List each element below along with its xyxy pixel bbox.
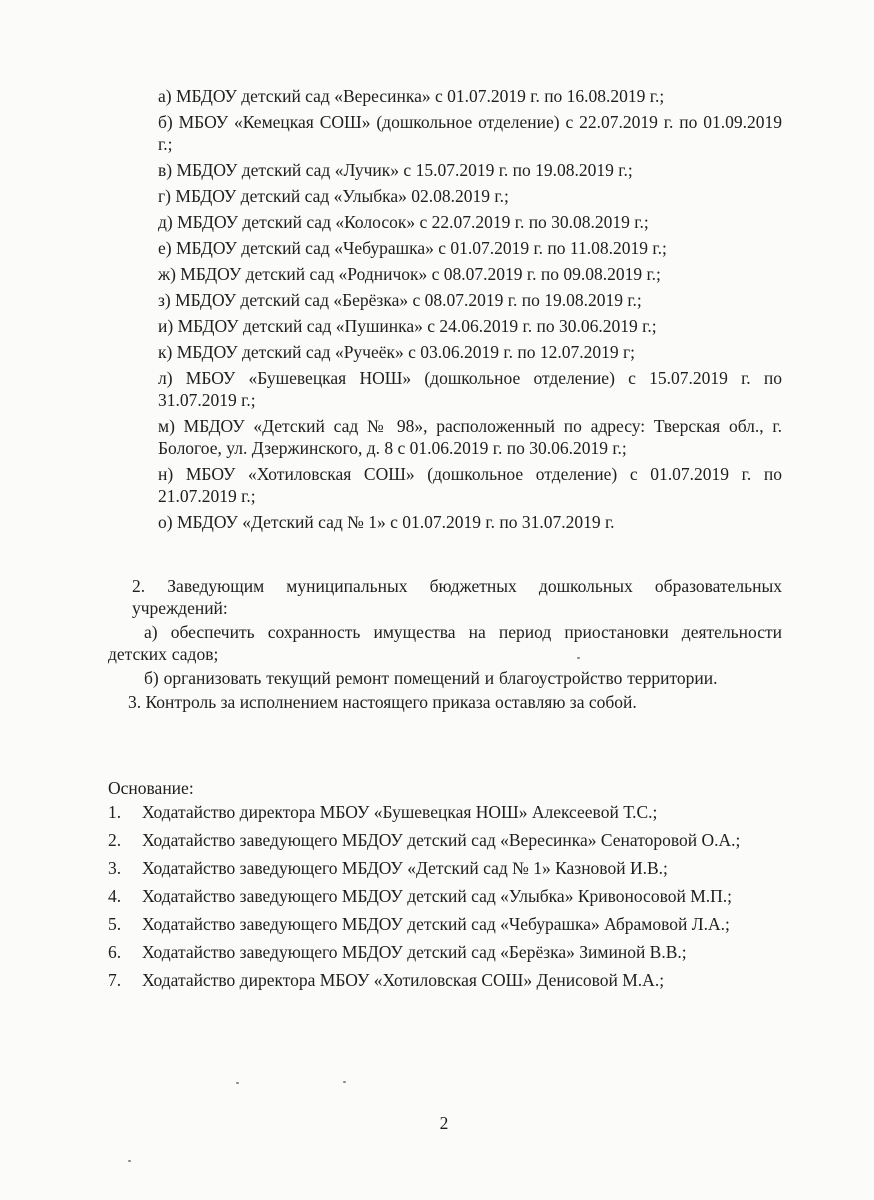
basis-item	[108, 941, 782, 963]
basis-item-text: Ходатайство заведующего МБДОУ детский сад «Улыбка» Кривоносовой М.П.;	[142, 886, 733, 906]
page-number: 2	[439, 1113, 449, 1133]
basis-item-text: Ходатайство заведующего МБДОУ детский сад «Берёзка» Зиминой В.В.;	[142, 942, 687, 962]
basis-item-text: Ходатайство директора МБОУ «Бушевецкая НОШ» Алексеевой Т.С.;	[142, 802, 658, 822]
basis-item-text: Ходатайство заведующего МБДОУ детский сад «Чебурашка» Абрамовой Л.А.;	[142, 914, 730, 934]
scan-speck	[577, 657, 580, 659]
basis-item-number: 4.	[108, 886, 122, 906]
basis-item-text: Ходатайство директора МБОУ «Хотиловская СОШ» Денисовой М.А.;	[142, 970, 665, 990]
list-item: о) МБДОУ «Детский сад № 1» с 01.07.2019 г. по 31.07.2019 г.	[158, 512, 615, 532]
list-item: л) МБОУ «Бушевецкая НОШ» (дошкольное отделение) с 15.07.2019 г. по 31.07.2019 г.;	[158, 368, 782, 410]
list-item: б) МБОУ «Кемецкая СОШ» (дошкольное отделение) с 22.07.2019 г. по 01.09.2019 г.;	[158, 112, 782, 154]
basis-item-number: 7.	[108, 970, 122, 990]
list-item: и) МБДОУ детский сад «Пушинка» с 24.06.2019 г. по 30.06.2019 г.;	[158, 316, 657, 336]
basis-list	[108, 801, 782, 991]
basis-heading: Основание:	[108, 778, 194, 798]
basis-item	[108, 857, 782, 879]
scan-speck	[236, 1082, 239, 1084]
basis-item	[108, 801, 782, 823]
basis-section	[108, 777, 782, 997]
basis-item	[108, 885, 782, 907]
list-item: г) МБДОУ детский сад «Улыбка» 02.08.2019 г.;	[158, 186, 509, 206]
list-item: в) МБДОУ детский сад «Лучик» с 15.07.2019 г. по 19.08.2019 г.;	[158, 160, 633, 180]
basis-item	[108, 969, 782, 991]
list-item: м) МБДОУ «Детский сад № 98», расположенный по адресу: Тверская обл., г. Бологое, ул. Дзержинского, д. 8 с 01.06.2019 г. по 30.06.2019 г.;	[158, 416, 782, 458]
clause-2-sub-b: б) организовать текущий ремонт помещений и благоустройство территории.	[144, 668, 718, 688]
list-item: д) МБДОУ детский сад «Колосок» с 22.07.2019 г. по 30.08.2019 г.;	[158, 212, 649, 232]
list-item: н) МБОУ «Хотиловская СОШ» (дошкольное отделение) с 01.07.2019 г. по 21.07.2019 г.;	[158, 464, 782, 506]
list-item: а) МБДОУ детский сад «Вересинка» с 01.07.2019 г. по 16.08.2019 г.;	[158, 86, 665, 106]
list-item: к) МБДОУ детский сад «Ручеёк» с 03.06.2019 г. по 12.07.2019 г;	[158, 342, 636, 362]
basis-item-number: 2.	[108, 830, 122, 850]
order-clauses	[108, 575, 782, 713]
basis-item-text: Ходатайство заведующего МБДОУ детский сад «Вересинка» Сенаторовой О.А.;	[142, 830, 741, 850]
basis-item-number: 1.	[108, 802, 122, 822]
basis-item	[108, 913, 782, 935]
scan-speck	[128, 1160, 131, 1162]
basis-item	[108, 829, 782, 851]
clause-2-sub-a: а) обеспечить сохранность имущества на период приостановки деятельности детских садов;	[108, 622, 782, 664]
basis-item-text: Ходатайство заведующего МБДОУ «Детский сад № 1» Казновой И.В.;	[142, 858, 668, 878]
kindergarten-closure-list	[158, 85, 782, 537]
clause-3: 3. Контроль за исполнением настоящего приказа оставляю за собой.	[128, 692, 637, 712]
clause-2: 2. Заведующим муниципальных бюджетных дошкольных образовательных учреждений:	[132, 576, 782, 618]
basis-item-number: 5.	[108, 914, 122, 934]
list-item: ж) МБДОУ детский сад «Родничок» с 08.07.2019 г. по 09.08.2019 г.;	[158, 264, 661, 284]
basis-item-number: 3.	[108, 858, 122, 878]
scan-speck	[343, 1081, 346, 1083]
list-item: е) МБДОУ детский сад «Чебурашка» с 01.07.2019 г. по 11.08.2019 г.;	[158, 238, 667, 258]
list-item: з) МБДОУ детский сад «Берёзка» с 08.07.2019 г. по 19.08.2019 г.;	[158, 290, 642, 310]
basis-item-number: 6.	[108, 942, 122, 962]
